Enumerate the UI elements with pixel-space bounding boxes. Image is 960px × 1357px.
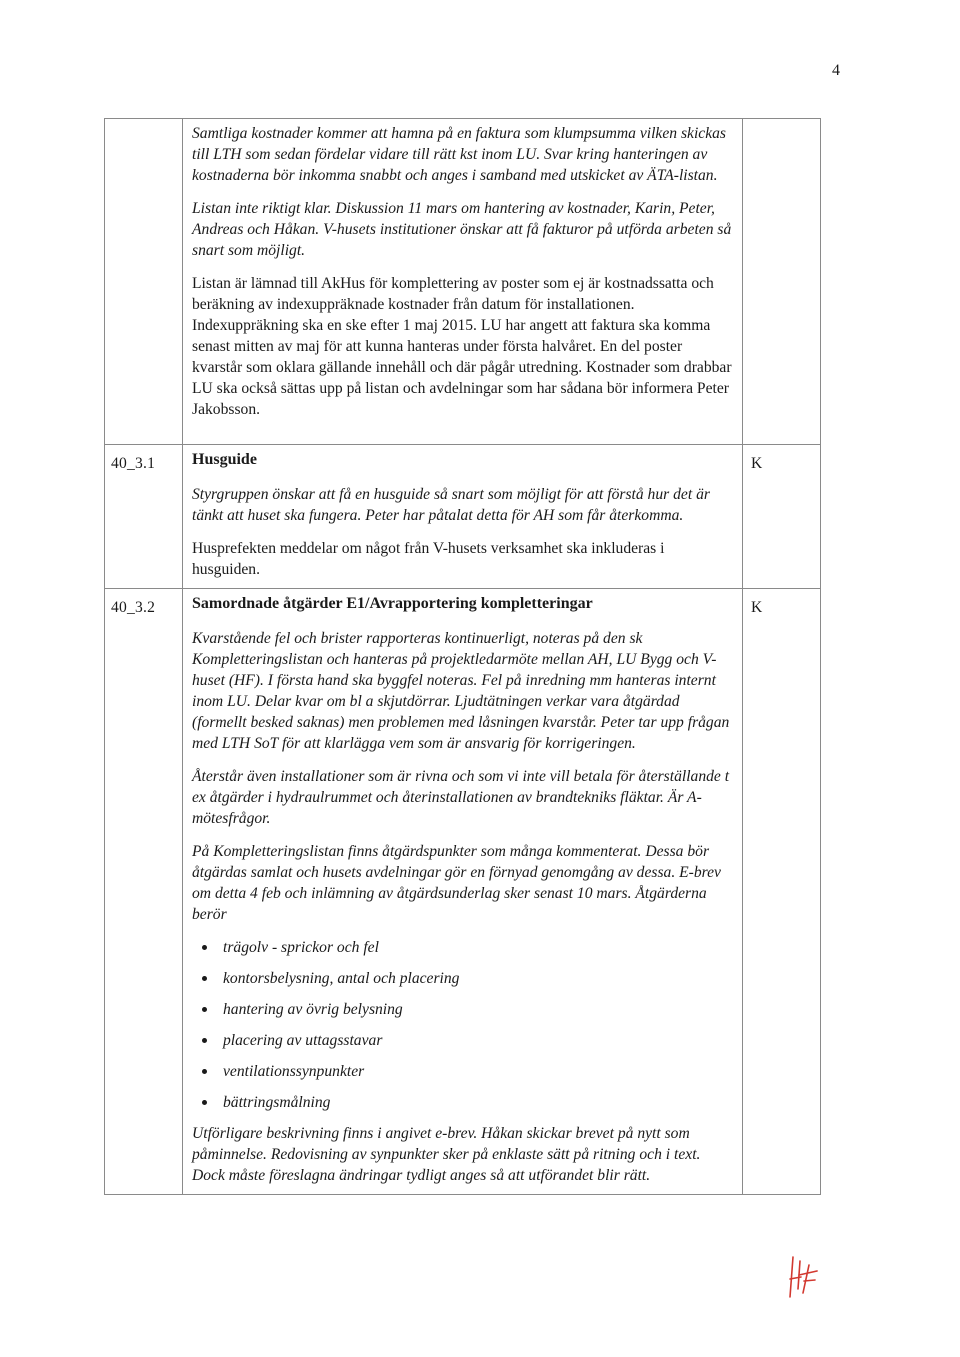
- item-number: 40_3.1: [105, 445, 183, 589]
- list-item: trägolv - sprickor och fel: [202, 937, 732, 958]
- intro-paragraph-2: Listan inte riktigt klar. Diskussion 11 mars om hantering av kostnader, Karin, Peter, Andreas och Håkan. V-husets institutioner önskar att få fakturor på utförda arbeten så snart som möjligt.: [192, 200, 732, 259]
- item-number-cell: [105, 119, 183, 445]
- list-item: ventilationssynpunkter: [202, 1061, 732, 1082]
- responsible-marker: K: [743, 445, 821, 589]
- table-row-40-3-1: [105, 445, 821, 589]
- item-paragraph: Kvarstående fel och brister rapporteras kontinuerligt, noteras på den sk Kompletteringslistan och hanteras på projektledarmöte mellan AH, LU Bygg och V-huset (HF). I första hand ska byggfel noteras. Fel på inredning mm hanteras internt inom LU. Delar kvar om bl a skjutdörrar. Ljudtätningen verkar vara åtgärdad (formellt besked saknas) men problemen med låsningen kvarstår. Peter tar upp frågan med LTH SoT för att klarlägga vem som är ansvarig för korrigeringen.: [192, 630, 730, 752]
- handwritten-initials-icon: [787, 1253, 821, 1301]
- list-item: kontorsbelysning, antal och placering: [202, 968, 732, 989]
- item-body-cell: [183, 589, 743, 1195]
- bullet-list: [192, 937, 732, 1113]
- list-item: bättringsmålning: [202, 1092, 732, 1113]
- page-number: 4: [832, 62, 840, 79]
- list-item: hantering av övrig belysning: [202, 999, 732, 1020]
- intro-paragraph-1: Samtliga kostnader kommer att hamna på en faktura som klumpsumma vilken skickas till LTH som sedan fördelar vidare till rätt kst inom LU. Svar kring hanteringen av kostnaderna bör inkomma snabbt och anges i samband med utskicket av ÄTA-listan.: [192, 125, 727, 184]
- item-heading: Husguide: [192, 451, 257, 468]
- responsible-marker: K: [743, 589, 821, 1195]
- item-body-cell: [183, 119, 743, 445]
- minutes-table: [104, 118, 821, 1195]
- item-paragraph: Styrgruppen önskar att få en husguide så snart som möjligt för att förstå hur det är tänkt att huset ska fungera. Peter har påtalat detta för AH som får återkomma.: [192, 486, 710, 524]
- item-body-cell: [183, 445, 743, 589]
- item-heading: Samordnade åtgärder E1/Avrapportering kompletteringar: [192, 595, 593, 612]
- item-paragraph: Husprefekten meddelar om något från V-husets verksamhet ska inkluderas i husguiden.: [192, 540, 665, 578]
- table-row-40-3-2: [105, 589, 821, 1195]
- responsible-cell: [743, 119, 821, 445]
- item-number: 40_3.2: [105, 589, 183, 1195]
- item-paragraph: Utförligare beskrivning finns i angivet e-brev. Håkan skickar brevet på nytt som påminnelse. Redovisning av synpunkter sker på enklaste sätt på ritning och i text. Dock måste föreslagna ändringar tydligt anges så att utförandet blir rätt.: [192, 1125, 701, 1184]
- list-item: placering av uttagsstavar: [202, 1030, 732, 1051]
- table-row-intro: [105, 119, 821, 445]
- item-paragraph: På Kompletteringslistan finns åtgärdspunkter som många kommenterat. Dessa bör åtgärdas samlat och husets avdelningar gör en förnyad genomgång av dessa. E-brev om detta 4 feb och inlämning av åtgärdsunderlag sker senast 10 mars. Åtgärderna berör: [192, 843, 721, 923]
- intro-paragraph-3: Listan är lämnad till AkHus för komplettering av poster som ej är kostnadssatta och beräkning av indexuppräknade kostnader från datum för installationen. Indexuppräkning ska en ske efter 1 maj 2015. LU har angett att faktura ska komma senast mitten av maj för att kunna hanteras under första halvåret. En del poster kvarstår som oklara gällande innehåll och där pågår utredning. Kostnader som drabbar LU ska också sättas upp på listan och avdelningar som har sådana bör informera Peter Jakobsson.: [192, 275, 732, 418]
- item-paragraph: Återstår även installationer som är rivna och som vi inte vill betala för återställande t ex åtgärder i hydraulrummet och återinstallationen av brandtekniks fläktar. Är A-mötesfrågor.: [192, 768, 730, 827]
